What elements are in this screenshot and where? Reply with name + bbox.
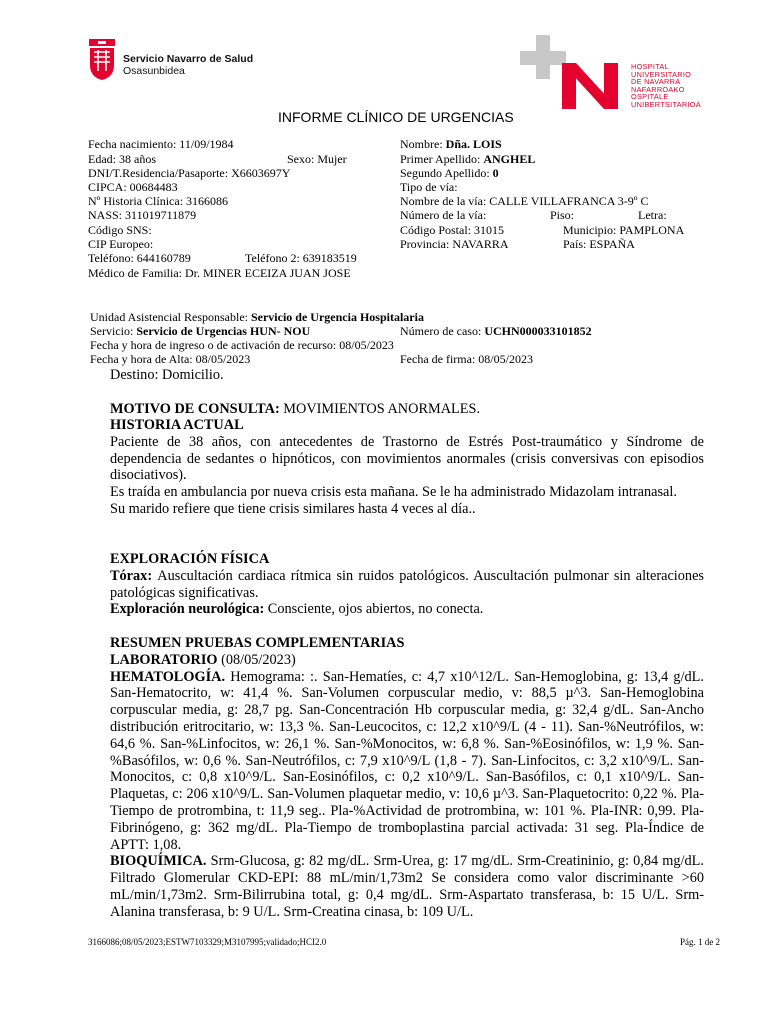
second-surname bbox=[400, 166, 499, 181]
thorax-label: Tórax: bbox=[110, 567, 158, 584]
care-unit-value: Servicio de Urgencia Hospitalaria bbox=[250, 310, 424, 324]
laboratory-heading bbox=[110, 652, 704, 669]
care-unit bbox=[90, 310, 424, 325]
history-paragraph: Su marido refiere que tiene crisis similares hasta 4 veces al día.. bbox=[110, 500, 476, 517]
history-paragraph: Es traída en ambulancia por nueva crisis esta mañana. Se le ha administrado Midazolam intranasal. bbox=[110, 484, 677, 501]
history-paragraph: Paciente de 38 años, con antecedentes de Trastorno de Estrés Post-traumático y Síndrome de dependencia de sedantes o hipnóticos, con movimientos anormales (crisis conversivas con episodios disociativos). bbox=[110, 433, 704, 484]
care-unit-label: Unidad Asistencial Responsable: bbox=[90, 310, 251, 324]
current-history-heading: HISTORIA ACTUAL bbox=[110, 417, 244, 433]
consultation-reason bbox=[110, 401, 480, 418]
biochemistry-value: Srm-Glucosa, g: 82 mg/dL. Srm-Urea, g: 17 mg/dL. Srm-Creatininio, g: 0,84 mg/dL. Filtrado Glomerular CKD-EPI: 88 mL/min/1,73m2 Se considera como valor discriminante >60 mL/min/1,73m2. Srm-Bilirrubina total, g: 0,4 mg/dL. Srm-Aspartato transferasa, b: 15 U/L. Srm-Alanina transferasa, b: 9 U/L. Srm-Creatina cinasa, b: 109 U/L. bbox=[110, 853, 704, 920]
country: País: ESPAÑA bbox=[563, 237, 635, 251]
hospital-cross-n-icon bbox=[514, 33, 624, 113]
door-letter: Letra: bbox=[638, 208, 667, 222]
street-type: Tipo de vía: bbox=[400, 180, 458, 194]
first-surname-label: Primer Apellido: bbox=[400, 152, 484, 166]
tests-section bbox=[110, 635, 704, 921]
id-document: DNI/T.Residencia/Pasaporte: X6603697Y bbox=[88, 166, 291, 180]
postal-code: Código Postal: 31015 bbox=[400, 223, 505, 237]
tests-heading: RESUMEN PRUEBAS COMPLEMENTARIAS bbox=[110, 635, 405, 651]
sex: Sexo: Mujer bbox=[287, 152, 347, 166]
sns-logo bbox=[86, 37, 254, 81]
destination: Destino: Domicilio. bbox=[110, 367, 224, 383]
laboratory-label: LABORATORIO bbox=[110, 651, 218, 668]
phone: Teléfono: 644160789 bbox=[88, 251, 191, 265]
thorax-finding bbox=[110, 568, 704, 602]
sns-name-basque: Osasunbidea bbox=[123, 65, 185, 77]
first-surname-value: ANGHEL bbox=[483, 152, 536, 166]
nass: NASS: 311019711879 bbox=[88, 208, 197, 222]
clinical-history-number: Nº Historia Clínica: 3166086 bbox=[88, 194, 229, 208]
hospital-name-line: NAFARROAKO bbox=[631, 84, 685, 94]
european-cip: CIP Europeo: bbox=[88, 237, 154, 251]
service-value: Servicio de Urgencias HUN- NOU bbox=[136, 324, 311, 338]
admission-datetime: Fecha y hora de ingreso o de activación de recurso: 08/05/2023 bbox=[90, 338, 394, 352]
first-surname bbox=[400, 152, 535, 167]
case-number bbox=[400, 324, 592, 339]
hospital-logo bbox=[514, 33, 724, 113]
neuro-label: Exploración neurológica: bbox=[110, 601, 268, 618]
discharge-datetime: Fecha y hora de Alta: 08/05/2023 bbox=[90, 352, 251, 366]
patient-name-value: Dña. LOIS bbox=[445, 137, 502, 151]
patient-name-label: Nombre: bbox=[400, 137, 446, 151]
phone-2: Teléfono 2: 639183519 bbox=[245, 251, 357, 265]
hematology-value: Hemograma: :. San-Hematíes, c: 4,7 x10^12/L. San-Hemoglobina, g: 13,4 g/dL. San-Hematocrito, w: 41,4 %. San-Volumen corpuscular medio, v: 88,5 µ^3. San-Hemoglobina corpuscular media, g: 28,7 pg. San-Concentración Hb corpuscular media, g: 32,4 g/dL. San-Ancho distribución eritrocitario, w: 13,3 %. San-Leucocitos, c: 12,2 x10^9/L (4 - 11). San-%Neutrófilos, w: 64,6 %. San-%Linfocitos, w: 26,1 %. San-%Monocitos, w: 6,8 %. San-%Eosinófilos, w: 1,9 %. San-%Basófilos, w: 0,6 %. San-Neutrófilos, c: 7,9 x10^9/L (1,8 - 7). San-Linfocitos, c: 3,2 x10^9/L. San-Monocitos, c: 0,8 x10^9/L. San-Eosinófilos, c: 0,2 x10^9/L. San-Basófilos, c: 0,1 x10^9/L. San-Plaquetas, c: 206 x10^9/L. San-Volumen plaquetar medio, v: 10,6 µ^3. San-Plaquetocrito: 0,22 %. Pla-Tiempo de protrombina, t: 11,9 seg.. Pla-%Actividad de protrombina, w: 101 %. Pla-INR: 0,99. Pla-Fibrinógeno, g: 362 mg/dL. Pla-Tiempo de tromboplastina parcial activada: 31 seg. Pla-Índice de APTT: 1,08. bbox=[110, 668, 704, 853]
service bbox=[90, 324, 310, 339]
current-history-section bbox=[110, 417, 704, 518]
case-number-label: Número de caso: bbox=[400, 324, 485, 338]
patient-name bbox=[400, 137, 502, 152]
street-number: Número de la vía: bbox=[400, 208, 487, 222]
hospital-name-line: DE NAVARRA bbox=[631, 77, 681, 87]
service-label: Servicio: bbox=[90, 324, 137, 338]
second-surname-label: Segundo Apellido: bbox=[400, 166, 493, 180]
cipca: CIPCA: 00684483 bbox=[88, 180, 178, 194]
laboratory-date: (08/05/2023) bbox=[217, 651, 296, 668]
hospital-name-line: UNIVERSITARIO bbox=[631, 69, 692, 79]
physical-exam-section bbox=[110, 551, 704, 618]
neuro-value: Consciente, ojos abiertos, no conecta. bbox=[267, 601, 484, 618]
street-name: Nombre de la vía: CALLE VILLAFRANCA 3-9º C bbox=[400, 194, 649, 208]
signature-date: Fecha de firma: 08/05/2023 bbox=[400, 352, 533, 366]
family-doctor: Médico de Familia: Dr. MINER ECEIZA JUAN JOSE bbox=[88, 266, 351, 280]
sns-code: Código SNS: bbox=[88, 223, 152, 237]
footer-code: 3166086;08/05/2023;ESTW7103329;M3107995;validado;HCI2.0 bbox=[88, 937, 327, 947]
thorax-value: Auscultación cardiaca rítmica sin ruidos patológicos. Auscultación pulmonar sin alteraciones patológicas significativas. bbox=[110, 567, 704, 601]
consultation-reason-label: MOTIVO DE CONSULTA: bbox=[110, 401, 284, 417]
navarra-shield-icon bbox=[86, 37, 118, 81]
page-number: Pág. 1 de 2 bbox=[680, 937, 720, 947]
consultation-reason-value: MOVIMIENTOS ANORMALES. bbox=[283, 401, 481, 417]
report-title: INFORME CLÍNICO DE URGENCIAS bbox=[278, 109, 514, 125]
second-surname-value: 0 bbox=[492, 166, 499, 180]
neuro-finding bbox=[110, 601, 704, 618]
birth-date: Fecha nacimiento: 11/09/1984 bbox=[88, 137, 234, 151]
municipality: Municipio: PAMPLONA bbox=[563, 223, 685, 237]
case-number-value: UCHN000033101852 bbox=[484, 324, 592, 338]
hematology-results bbox=[110, 669, 704, 854]
biochemistry-label: BIOQUÍMICA. bbox=[110, 853, 207, 870]
hospital-name-line: HOSPITAL bbox=[631, 62, 669, 71]
age: Edad: 38 años bbox=[88, 152, 156, 166]
hospital-name bbox=[631, 63, 701, 109]
floor: Piso: bbox=[550, 208, 575, 222]
province: Provincia: NAVARRA bbox=[400, 237, 509, 251]
hospital-name-line: UNIBERTSITARIOA bbox=[631, 99, 701, 109]
physical-exam-heading: EXPLORACIÓN FÍSICA bbox=[110, 551, 270, 567]
sns-name: Servicio Navarro de Salud bbox=[123, 53, 254, 65]
hematology-label: HEMATOLOGÍA. bbox=[110, 668, 226, 685]
hospital-name-line: OSPITALE bbox=[631, 92, 669, 102]
biochemistry-results bbox=[110, 853, 704, 920]
